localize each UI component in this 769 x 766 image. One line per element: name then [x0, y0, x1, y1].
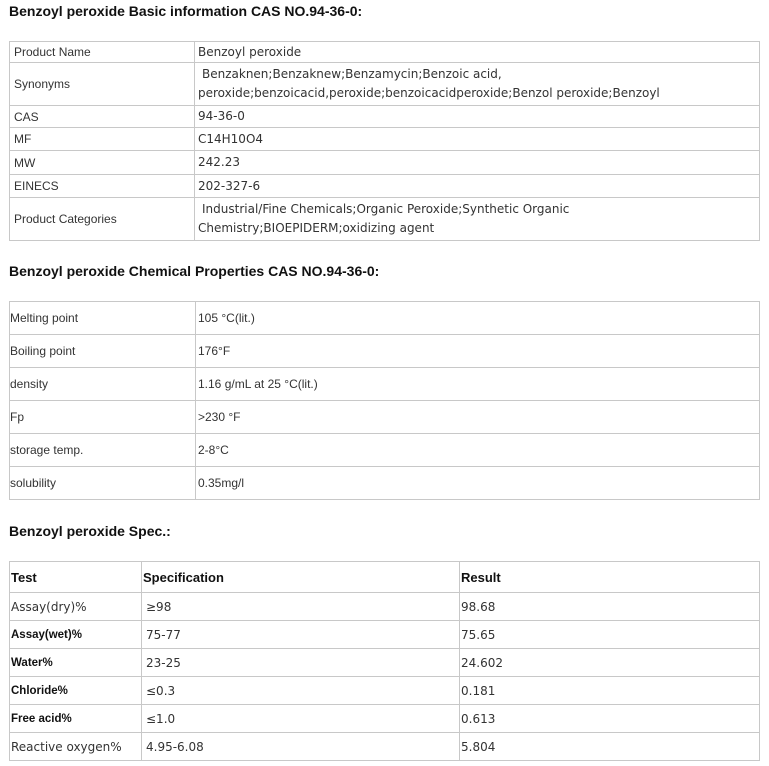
row-label-storage-temp: storage temp. [10, 434, 196, 467]
einecs-value: 202-327-6 [195, 175, 760, 198]
synonyms-line-2: peroxide;benzoicacid,peroxide;benzoicacidperoxide;Benzol peroxide;Benzoyl [198, 86, 660, 100]
row-label-cas: CAS [10, 106, 195, 128]
product-categories-line-1: Industrial/Fine Chemicals;Organic Peroxide;Synthetic Organic [202, 202, 570, 216]
table-row [10, 705, 760, 733]
boiling-point-value: 176°F [196, 335, 760, 368]
specification-cell: 75-77 [142, 621, 460, 649]
test-cell: Free acid% [10, 705, 142, 733]
spec-header-row [10, 562, 760, 593]
specification-cell: ≤0.3 [142, 677, 460, 705]
table-row [10, 335, 760, 368]
table-row [10, 434, 760, 467]
cas-value: 94-36-0 [195, 106, 760, 128]
basic-info-heading: Benzoyl peroxide Basic information CAS NO.94-36-0: [9, 3, 363, 19]
row-label-mw: MW [10, 151, 195, 175]
solubility-value: 0.35mg/l [196, 467, 760, 500]
table-row [10, 649, 760, 677]
row-label-einecs: EINECS [10, 175, 195, 198]
specification-cell: ≥98 [142, 593, 460, 621]
synonyms-line-1: Benzaknen;Benzaknew;Benzamycin;Benzoic acid, [202, 67, 502, 81]
table-row [10, 63, 760, 106]
spec-table [9, 561, 760, 761]
row-label-solubility: solubility [10, 467, 196, 500]
row-label-boiling-point: Boiling point [10, 335, 196, 368]
specification-cell: 23-25 [142, 649, 460, 677]
melting-point-value: 105 °C(lit.) [196, 302, 760, 335]
table-row [10, 593, 760, 621]
table-row [10, 368, 760, 401]
table-row [10, 302, 760, 335]
storage-temp-value: 2-8°C [196, 434, 760, 467]
specification-cell: ≤1.0 [142, 705, 460, 733]
result-cell: 24.602 [460, 649, 760, 677]
result-cell: 75.65 [460, 621, 760, 649]
product-categories-value [195, 198, 760, 241]
column-header-specification: Specification [142, 562, 460, 593]
mw-value: 242.23 [195, 151, 760, 175]
row-label-mf: MF [10, 128, 195, 151]
table-row [10, 621, 760, 649]
row-label-melting-point: Melting point [10, 302, 196, 335]
table-row [10, 467, 760, 500]
table-row [10, 401, 760, 434]
density-value: 1.16 g/mL at 25 °C(lit.) [196, 368, 760, 401]
test-cell: Water% [10, 649, 142, 677]
product-categories-line-2: Chemistry;BIOEPIDERM;oxidizing agent [198, 221, 435, 235]
spec-heading: Benzoyl peroxide Spec.: [9, 523, 171, 539]
product-name-value: Benzoyl peroxide [195, 42, 760, 63]
column-header-result: Result [460, 562, 760, 593]
result-cell: 0.181 [460, 677, 760, 705]
row-label-fp: Fp [10, 401, 196, 434]
table-row [10, 733, 760, 761]
row-label-synonyms: Synonyms [10, 63, 195, 106]
specification-cell: 4.95-6.08 [142, 733, 460, 761]
test-cell: Assay(dry)% [10, 593, 142, 621]
table-row [10, 198, 760, 241]
column-header-test: Test [10, 562, 142, 593]
result-cell: 5.804 [460, 733, 760, 761]
synonyms-value [195, 63, 760, 106]
test-cell: Chloride% [10, 677, 142, 705]
mf-value: C14H10O4 [195, 128, 760, 151]
table-row [10, 151, 760, 175]
table-row [10, 677, 760, 705]
row-label-product-categories: Product Categories [10, 198, 195, 241]
basic-info-table [9, 41, 760, 241]
table-row [10, 175, 760, 198]
test-cell: Assay(wet)% [10, 621, 142, 649]
row-label-product-name: Product Name [10, 42, 195, 63]
test-cell: Reactive oxygen% [10, 733, 142, 761]
table-row [10, 42, 760, 63]
fp-value: >230 °F [196, 401, 760, 434]
chemical-properties-table [9, 301, 760, 500]
result-cell: 0.613 [460, 705, 760, 733]
chemical-properties-heading: Benzoyl peroxide Chemical Properties CAS NO.94-36-0: [9, 263, 380, 279]
table-row [10, 106, 760, 128]
table-row [10, 128, 760, 151]
row-label-density: density [10, 368, 196, 401]
result-cell: 98.68 [460, 593, 760, 621]
